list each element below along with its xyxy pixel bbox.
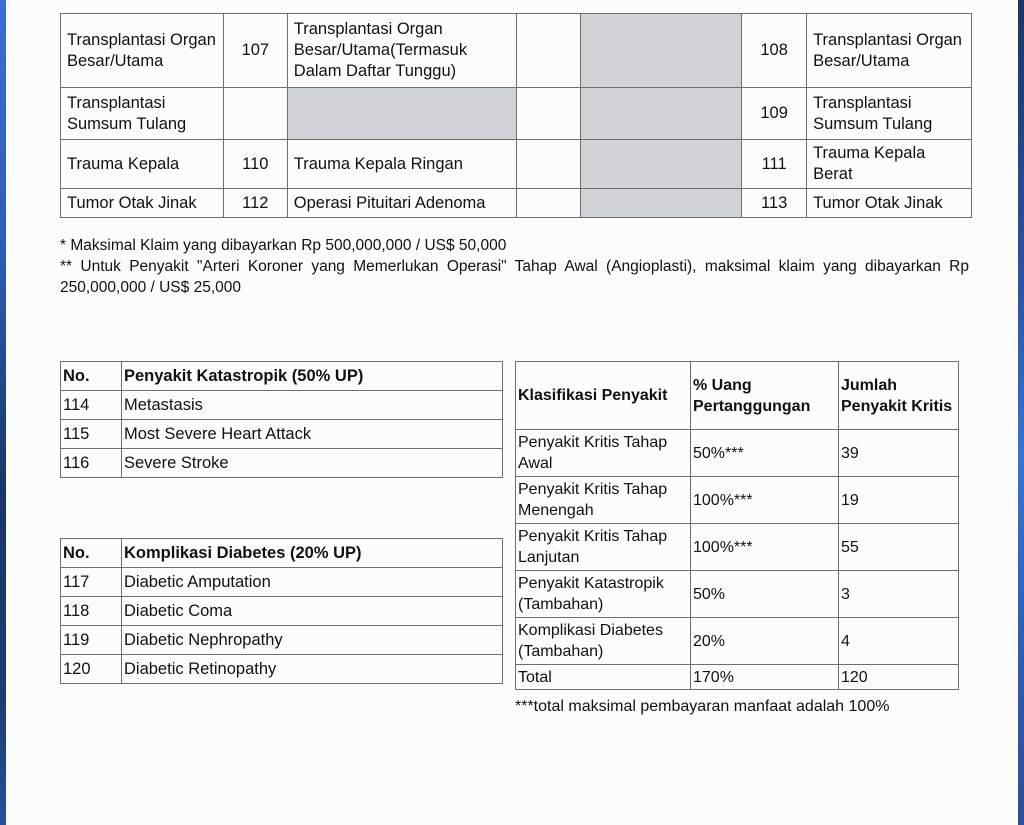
condition-cell: Tumor Otak Jinak [807, 189, 972, 218]
condition-cell: Trauma Kepala Berat [807, 140, 972, 189]
empty-cell [516, 140, 580, 189]
code-cell: 108 [742, 14, 807, 88]
column-header-name: Komplikasi Diabetes (20% UP) [122, 539, 503, 568]
disease-name-cell: Diabetic Coma [122, 597, 503, 626]
code-cell: 114 [61, 391, 122, 420]
code-cell: 119 [61, 626, 122, 655]
classification-cell: Penyakit Kritis Tahap Lanjutan [516, 524, 691, 571]
column-header-sum-assured: % Uang Pertanggungan [691, 362, 839, 430]
note-angioplasty: ** Untuk Penyakit "Arteri Koroner yang Memerlukan Operasi" Tahap Awal (Angioplasti), maksimal klaim yang dibayarkan Rp 250,000,000 / US$ 25,000 [60, 258, 969, 296]
count-cell: 39 [839, 430, 959, 477]
gray-cell [580, 14, 742, 88]
code-cell [223, 88, 287, 140]
table-row [61, 655, 503, 684]
table-row [61, 88, 972, 140]
disease-name-cell: Transplantasi Sumsum Tulang [61, 88, 224, 140]
table-row [516, 430, 959, 477]
table-row [516, 524, 959, 571]
classification-cell: Komplikasi Diabetes (Tambahan) [516, 618, 691, 665]
table-row [61, 14, 972, 88]
column-header-name: Penyakit Katastropik (50% UP) [122, 362, 503, 391]
table-header-row [516, 362, 959, 430]
disease-name-cell: Metastasis [122, 391, 503, 420]
count-cell: 55 [839, 524, 959, 571]
table-row [61, 420, 503, 449]
table-header-row [61, 539, 503, 568]
code-cell: 110 [223, 140, 287, 189]
code-cell: 117 [61, 568, 122, 597]
disease-name-cell: Diabetic Nephropathy [122, 626, 503, 655]
disease-name-cell: Most Severe Heart Attack [122, 420, 503, 449]
percent-cell: 50%*** [691, 430, 839, 477]
disease-name-cell: Tumor Otak Jinak [61, 189, 224, 218]
code-cell: 115 [61, 420, 122, 449]
disease-name-cell: Diabetic Retinopathy [122, 655, 503, 684]
condition-cell: Transplantasi Sumsum Tulang [807, 88, 972, 140]
gray-cell [580, 88, 742, 140]
table-row [61, 391, 503, 420]
classification-table [515, 361, 959, 690]
catastrophic-disease-table [60, 361, 503, 478]
table-header-row [61, 362, 503, 391]
code-cell: 112 [223, 189, 287, 218]
table-row [516, 477, 959, 524]
claim-notes [60, 235, 969, 298]
classification-cell: Total [516, 665, 691, 690]
empty-cell [516, 88, 580, 140]
empty-cell [516, 14, 580, 88]
percent-cell: 20% [691, 618, 839, 665]
code-cell: 107 [223, 14, 287, 88]
table-row [516, 571, 959, 618]
code-cell: 120 [61, 655, 122, 684]
table-row [61, 626, 503, 655]
condition-cell: Transplantasi Organ Besar/Utama [807, 14, 972, 88]
diabetes-complication-table [60, 538, 503, 684]
percent-cell: 50% [691, 571, 839, 618]
count-cell: 19 [839, 477, 959, 524]
left-edge-strip [0, 0, 6, 825]
empty-cell [516, 189, 580, 218]
disease-name-cell: Transplantasi Organ Besar/Utama [61, 14, 224, 88]
column-header-no: No. [61, 539, 122, 568]
table-row [61, 140, 972, 189]
count-cell: 120 [839, 665, 959, 690]
condition-cell: Trauma Kepala Ringan [287, 140, 516, 189]
column-header-no: No. [61, 362, 122, 391]
percent-cell: 170% [691, 665, 839, 690]
right-edge-strip [1018, 0, 1024, 825]
gray-cell [580, 140, 742, 189]
code-cell: 109 [742, 88, 807, 140]
column-header-classification: Klasifikasi Penyakit [516, 362, 691, 430]
code-cell: 111 [742, 140, 807, 189]
gray-cell [287, 88, 516, 140]
classification-footnote: ***total maksimal pembayaran manfaat adalah 100% [515, 698, 890, 715]
classification-cell: Penyakit Kritis Tahap Awal [516, 430, 691, 477]
classification-cell: Penyakit Kritis Tahap Menengah [516, 477, 691, 524]
code-cell: 113 [742, 189, 807, 218]
table-row [61, 597, 503, 626]
disease-name-cell: Severe Stroke [122, 449, 503, 478]
column-header-count: Jumlah Penyakit Kritis [839, 362, 959, 430]
disease-name-cell: Trauma Kepala [61, 140, 224, 189]
table-row [61, 568, 503, 597]
percent-cell: 100%*** [691, 524, 839, 571]
classification-cell: Penyakit Katastropik (Tambahan) [516, 571, 691, 618]
table-row [61, 449, 503, 478]
condition-cell: Transplantasi Organ Besar/Utama(Termasuk Dalam Daftar Tunggu) [287, 14, 516, 88]
condition-cell: Operasi Pituitari Adenoma [287, 189, 516, 218]
code-cell: 118 [61, 597, 122, 626]
count-cell: 3 [839, 571, 959, 618]
total-row [516, 665, 959, 690]
count-cell: 4 [839, 618, 959, 665]
benefit-table-top [60, 13, 972, 218]
gray-cell [580, 189, 742, 218]
disease-name-cell: Diabetic Amputation [122, 568, 503, 597]
note-max-claim: * Maksimal Klaim yang dibayarkan Rp 500,000,000 / US$ 50,000 [60, 237, 507, 254]
percent-cell: 100%*** [691, 477, 839, 524]
table-row [516, 618, 959, 665]
code-cell: 116 [61, 449, 122, 478]
table-row [61, 189, 972, 218]
